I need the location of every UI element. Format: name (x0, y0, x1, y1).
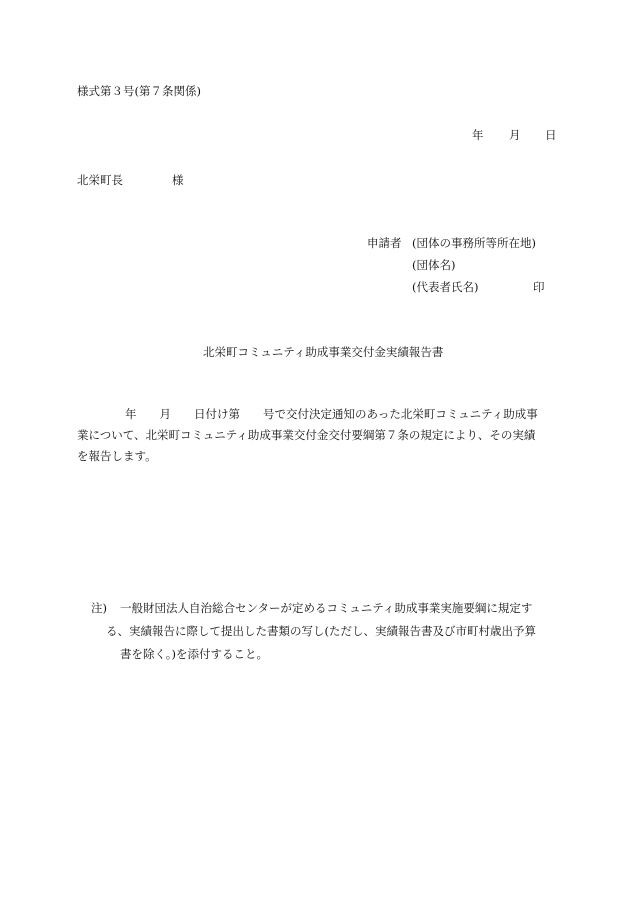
date-day: 日 (545, 128, 557, 142)
document-title: 北栄町コミュニティ助成事業交付金実績報告書 (203, 345, 444, 359)
note-line-2: る、実績報告に際して提出した書類の写し(ただし、実績報告書及び市町村歳出予算 (106, 624, 536, 638)
addressee-honorific: 様 (172, 173, 184, 187)
date-year: 年 (472, 128, 484, 142)
applicant-representative: (代表者氏名) (412, 280, 479, 294)
applicant-address: (団体の事務所等所在地) (412, 236, 536, 250)
body-line-2: 業について、北栄町コミュニティ助成事業交付金交付要綱第７条の規定により、その実績 (77, 428, 536, 442)
applicant-label: 申請者 (367, 236, 402, 250)
seal-mark: 印 (533, 280, 545, 294)
addressee-name: 北栄町長 (77, 173, 123, 187)
date-month: 月 (509, 128, 521, 142)
note-label: 注) (91, 601, 107, 615)
body-line-3: を報告します。 (77, 449, 157, 463)
note-line-3: 書を除く。)を添付すること。 (120, 647, 269, 661)
applicant-group-name: (団体名) (412, 258, 456, 272)
body-line-1: 年 月 日付け第 号で交付決定通知のあった北栄町コミュニティ助成事 (125, 407, 538, 421)
form-number-label: 様式第３号(第７条関係) (77, 84, 201, 98)
note-line-1: 一般財団法人自治総合センターが定めるコミュニティ助成事業実施要綱に規定す (120, 601, 533, 615)
